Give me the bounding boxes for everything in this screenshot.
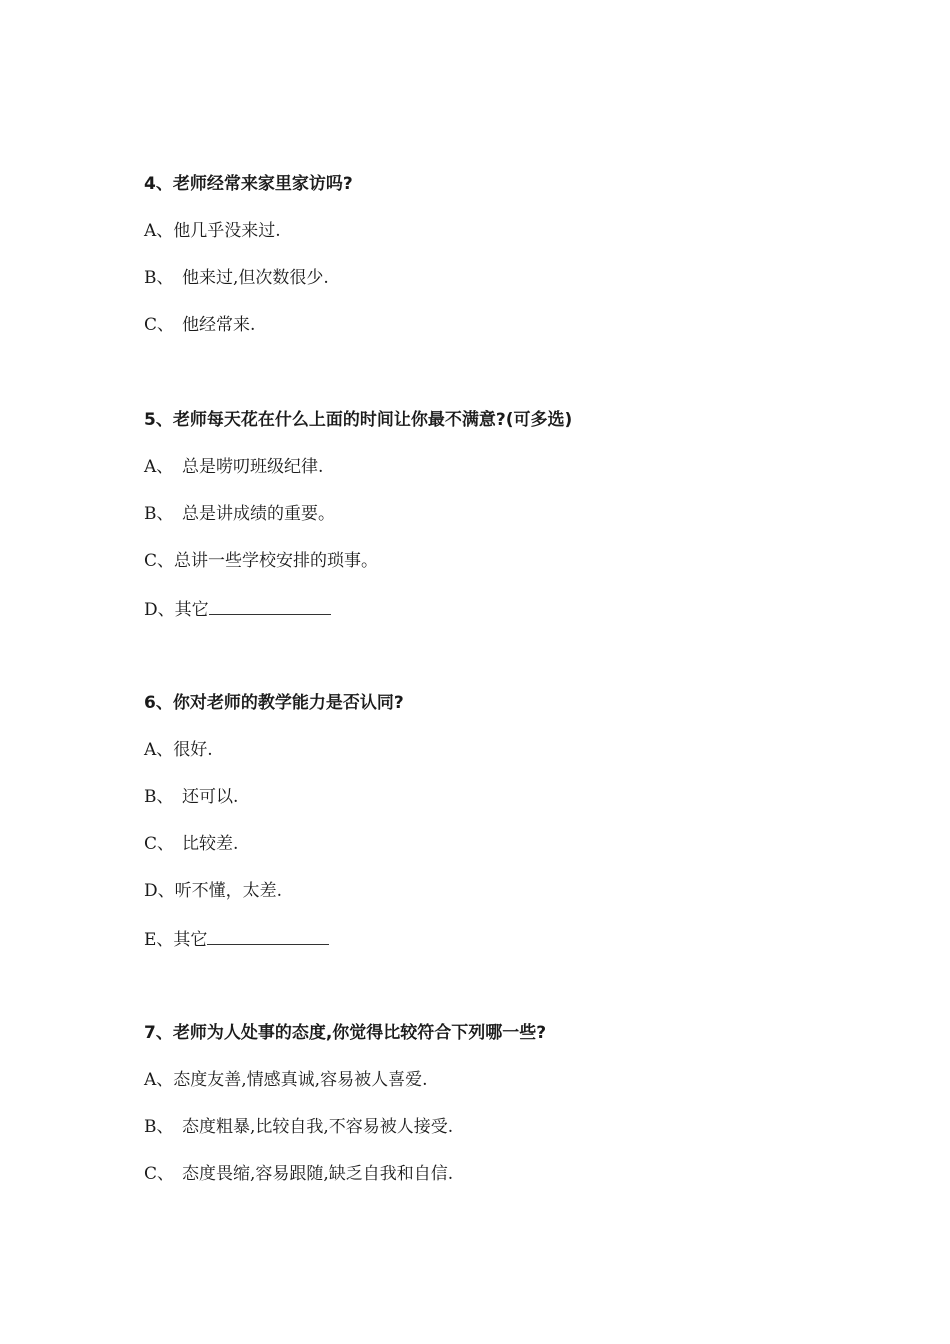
option-a <box>144 1068 904 1092</box>
option-text: 其它 <box>174 600 209 620</box>
option-b <box>144 266 904 290</box>
option-letter: C、 <box>144 315 175 335</box>
option-letter: C、 <box>144 834 175 854</box>
option-letter: A、 <box>144 740 174 760</box>
questionnaire-page <box>144 172 904 1209</box>
option-text: 总讲一些学校安排的琐事。 <box>174 551 379 571</box>
option-b <box>144 785 904 809</box>
option-text: 态度粗暴,比较自我,不容易被人接受. <box>182 1117 454 1137</box>
option-d <box>144 596 904 620</box>
option-c <box>144 313 904 337</box>
fill-in-blank[interactable] <box>209 596 331 615</box>
option-b <box>144 1115 904 1139</box>
option-letter: E、 <box>144 930 174 950</box>
option-c <box>144 832 904 856</box>
question-title: 6、你对老师的教学能力是否认同? <box>144 693 404 713</box>
option-text: 比较差. <box>182 834 239 854</box>
option-letter: D、 <box>144 881 175 901</box>
option-letter: B、 <box>144 504 174 524</box>
option-letter: B、 <box>144 1117 174 1137</box>
option-text: 很好. <box>173 740 213 760</box>
question-6 <box>144 691 904 950</box>
option-text: 总是讲成绩的重要。 <box>182 504 335 524</box>
option-a <box>144 455 904 479</box>
option-c <box>144 549 904 573</box>
option-text: 他来过,但次数很少. <box>182 268 329 288</box>
option-text: 还可以. <box>182 787 239 807</box>
option-text: 听不懂，太差. <box>174 881 283 901</box>
question-5 <box>144 408 904 620</box>
question-title: 5、老师每天花在什么上面的时间让你最不满意?(可多选) <box>144 410 573 430</box>
option-letter: C、 <box>144 1164 175 1184</box>
option-text: 他几乎没来过. <box>173 221 281 241</box>
option-b <box>144 502 904 526</box>
option-letter: D、 <box>144 600 175 620</box>
question-7 <box>144 1021 904 1186</box>
option-letter: C、 <box>144 551 175 571</box>
option-letter: B、 <box>144 268 174 288</box>
option-text: 态度友善,情感真诚,容易被人喜爱. <box>173 1070 428 1090</box>
option-letter: A、 <box>144 1070 174 1090</box>
question-title: 4、老师经常来家里家访吗? <box>144 174 353 194</box>
fill-in-blank[interactable] <box>207 926 329 945</box>
option-letter: B、 <box>144 787 174 807</box>
option-e <box>144 926 904 950</box>
question-4 <box>144 172 904 337</box>
option-text: 其它 <box>173 930 208 950</box>
option-a <box>144 738 904 762</box>
option-a <box>144 219 904 243</box>
option-d <box>144 879 904 903</box>
option-text: 他经常来. <box>182 315 256 335</box>
option-letter: A、 <box>144 221 174 241</box>
option-c <box>144 1162 904 1186</box>
option-text: 总是唠叨班级纪律. <box>182 457 324 477</box>
option-text: 态度畏缩,容易跟随,缺乏自我和自信. <box>182 1164 454 1184</box>
question-title: 7、老师为人处事的态度,你觉得比较符合下列哪一些? <box>144 1023 547 1043</box>
option-letter: A、 <box>144 457 174 477</box>
